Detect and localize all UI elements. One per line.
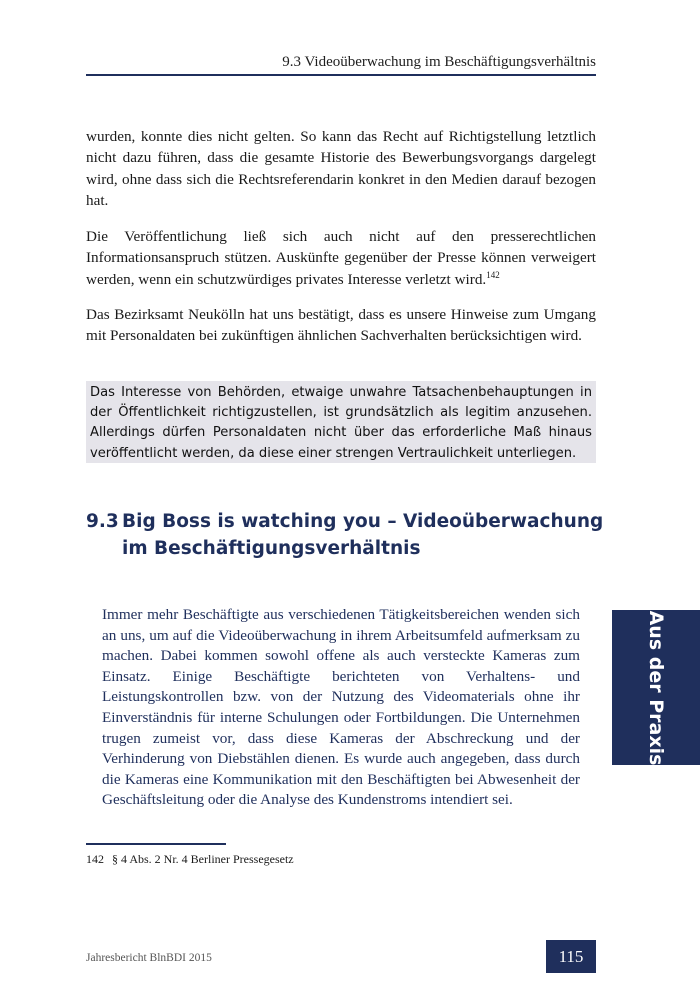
summary-box: Das Interesse von Behörden, etwaige unwahre Tatsachenbehauptungen in der Öffentlichkeit richtigzustellen, ist grundsätzlich als legitim anzusehen. Allerdings dürfen Personaldaten nicht über das erforderliche Maß hinaus veröffentlicht werden, da diese einer strengen Vertraulichkeit unterliegen. <box>86 381 596 463</box>
footnote-rule <box>86 843 226 845</box>
section-title: Big Boss is watching you – Videoüberwachung im Beschäftigungsverhältnis <box>122 511 604 559</box>
body-paragraph-2-text: Die Veröffentlichung ließ sich auch nicht auf den presserechtlichen Informationsanspruch stützen. Auskünfte gegenüber der Presse können verweigert werden, wenn ein schutzwürdiges privates Interesse verletzt wird. <box>86 228 596 288</box>
footer-publication: Jahresbericht BlnBDI 2015 <box>86 952 212 964</box>
footnote-number: 142 <box>86 852 104 866</box>
section-intro-text: Immer mehr Beschäftigte aus verschiedenen Tätigkeitsbereichen wenden sich an uns, um auf die Videoüberwachung in ihrem Arbeitsumfeld aufmerksam zu machen. Dabei kommen sowohl offene als auch versteckte Kameras zum Einsatz. Einige Beschäftigte berichteten von Verhaltens- und Leistungskontrollen bzw. von der Nutzung des Videomaterials ohne ihr Einverständnis für interne Schulungen oder Fortbildungen. Die Unternehmen trugen zumeist vor, dass diese Kameras der Abschreckung und der Verhinderung von Diebstählen dienen. Es wurde auch angegeben, dass durch die Kameras eine Kommunikation mit den Beschäftigten bei Abwesenheit der Geschäftsleitung oder die Analyse des Kundenstroms intendiert sei. <box>102 606 580 809</box>
header-rule <box>86 74 596 76</box>
side-tab <box>612 610 700 765</box>
body-paragraph-1: wurden, konnte dies nicht gelten. So kann das Recht auf Richtigstellung letztlich nicht dazu führen, dass die gesamte Historie des Bewerbungsvorgangs dargelegt wird, ohne dass sich die Rechtsreferendarin konkret in den Medien darauf bezogen hat. <box>86 128 596 209</box>
running-header: 9.3 Videoüberwachung im Beschäftigungsverhältnis <box>282 54 596 70</box>
footnote <box>86 852 294 867</box>
page-number: 115 <box>546 940 596 973</box>
footnote-text: § 4 Abs. 2 Nr. 4 Berliner Pressegesetz <box>112 852 294 866</box>
section-number: 9.3 <box>86 511 119 532</box>
section-heading <box>86 508 606 562</box>
footnote-reference: 142 <box>486 269 500 280</box>
side-tab-label: Aus der Praxis <box>645 610 667 765</box>
body-paragraph-2 <box>86 226 596 290</box>
body-paragraph-3: Das Bezirksamt Neukölln hat uns bestätigt, dass es unsere Hinweise zum Umgang mit Personaldaten bei zukünftigen ähnlichen Sachverhalten berücksichtigen wird. <box>86 306 596 345</box>
